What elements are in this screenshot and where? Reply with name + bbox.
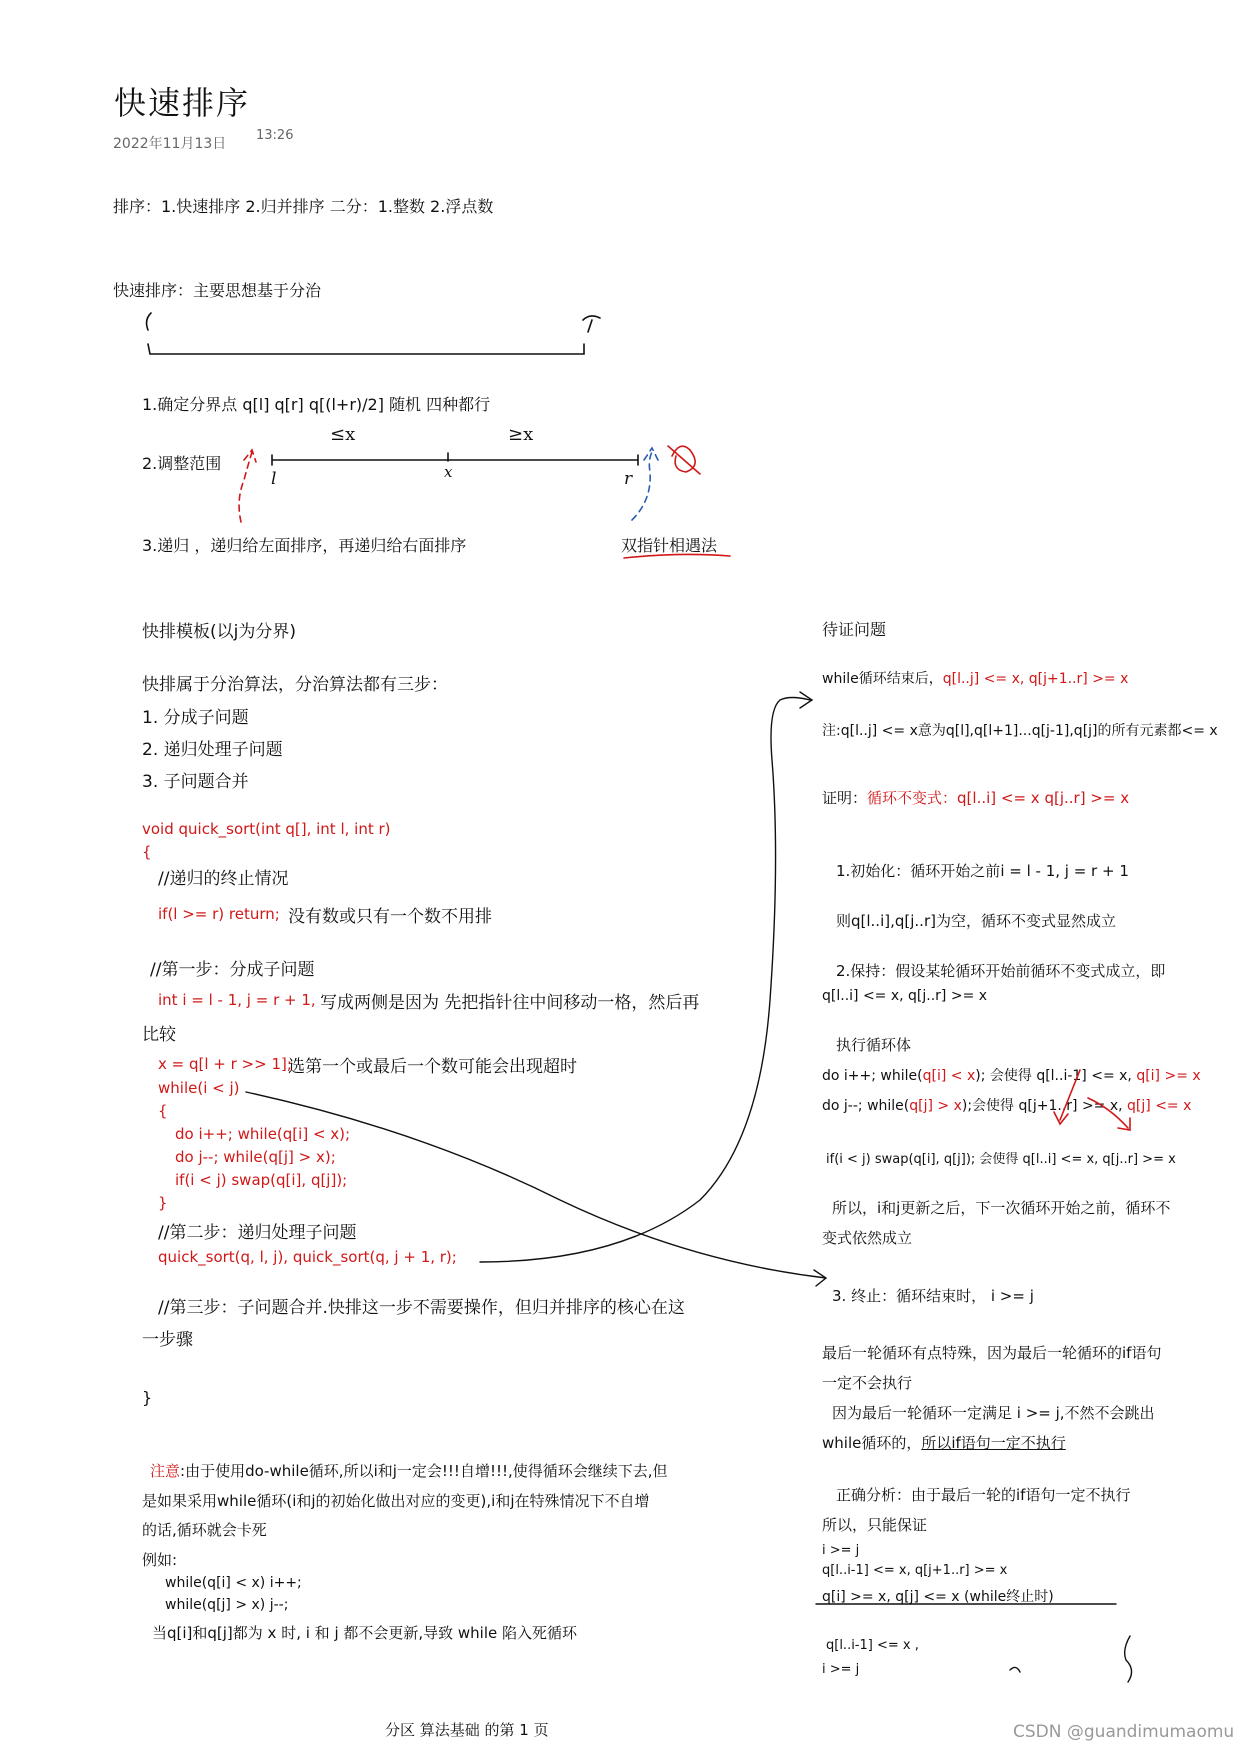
keep-line-2: q[l..i] <= x, q[j..r] >= x [822, 988, 988, 1004]
code-terminate-comment: //递归的终止情况 [158, 869, 289, 889]
array-bracket-right [583, 316, 600, 332]
note-line-2: 是如果采用while循环(i和j的初始化做出对应的变更),i和j在特殊情况下不自增 [142, 1492, 650, 1510]
watermark: CSDN @guandimumaomu [1013, 1722, 1235, 1742]
label-x: x [444, 463, 453, 481]
code-inner-close: } [158, 1194, 168, 1212]
correct-line-1: 正确分析：由于最后一轮的if语句一定不执行 [836, 1486, 1131, 1504]
so-line-1: 所以，i和j更新之后，下一次循环开始之前，循环不 [832, 1199, 1171, 1217]
page-footer: 分区 算法基础 的第 1 页 [385, 1721, 549, 1739]
blue-up-arrow [632, 448, 658, 520]
note-line-3: 的话,循环就会卡死 [142, 1521, 267, 1539]
code-brace-close: } [142, 1388, 153, 1407]
intro-line-2: 快速排序：主要思想基于分治 [113, 281, 322, 300]
exec1-d: q[i] >= x [1136, 1068, 1201, 1084]
last-4b: 所以if语句一定不执行 [921, 1434, 1066, 1452]
code-if-return: if(l >= r) return; [158, 905, 280, 923]
label-r: r [624, 469, 633, 489]
last-line-3: 因为最后一轮循环一定满足 i >= j,不然不会跳出 [832, 1404, 1155, 1422]
exec-red-arrow-2 [1088, 1098, 1130, 1130]
term-line: 3. 终止：循环结束时， i >= j [832, 1287, 1034, 1305]
code-do-j: do j--; while(q[j] > x); [175, 1148, 336, 1166]
two-pointer-underline [624, 554, 730, 558]
cond-b: q[l..i-1] <= x, q[j+1..r] >= x [822, 1563, 1008, 1578]
init-line-1: 1.初始化：循环开始之前i = l - 1, j = r + 1 [836, 862, 1129, 880]
red-up-arrow [239, 450, 256, 522]
label-l: l [271, 469, 277, 489]
correct-line-2: 所以，只能保证 [822, 1516, 928, 1534]
code-pivot-note: 选第一个或最后一个数可能会出现超时 [288, 1057, 577, 1077]
claim-prefix: while循环结束后， [822, 671, 943, 687]
proof-prefix: 证明： [822, 789, 868, 807]
proof-red-1: 循环不变式： [867, 789, 958, 807]
note-text: :由于使用do-while循环,所以i和j一定会!!!自增!!!,使得循环会继续下去,但 [180, 1462, 668, 1480]
bottom-dot-mark [1010, 1667, 1020, 1672]
exec-line-3: if(i < j) swap(q[i], q[j]); 会使得 q[l..i] <= x, q[j..r] >= x [826, 1152, 1176, 1167]
code-step3-comment: //第三步：子问题合并.快排这一步不需要操作，但归并排序的核心在这 [158, 1298, 685, 1318]
code-do-i: do i++; while(q[i] < x); [175, 1125, 351, 1143]
exec1-b: q[i] < x [922, 1068, 976, 1084]
code-brace-open: { [142, 843, 152, 861]
example-note: 当q[i]和q[j]都为 x 时, i 和 j 都不会更新,导致 while 陷入死循环 [152, 1624, 578, 1642]
label-le-x: ≤x [330, 424, 356, 445]
long-arrow-to-claim [480, 692, 812, 1262]
three-step-2: 2. 递归处理子问题 [142, 740, 283, 760]
example-line-2: while(q[j] > x) j--; [165, 1597, 289, 1613]
page-time: 13:26 [256, 128, 294, 143]
proof-red-2: q[l..i] <= x q[j..r] >= x [957, 789, 1130, 807]
cond-c: q[i] >= x, q[j] <= x (while终止时) [822, 1589, 1054, 1605]
code-if-note: 没有数或只有一个数不用排 [288, 907, 492, 927]
label-ge-x: ≥x [508, 424, 534, 445]
note-label: 注意 [150, 1462, 181, 1480]
final-b: i >= j [822, 1662, 860, 1677]
final-a: q[l..i-1] <= x , [826, 1638, 919, 1653]
three-step-3: 3. 子问题合并 [142, 772, 249, 792]
exec1-c: ); 会使得 q[l..i-1] <= x, [975, 1068, 1137, 1084]
code-init-note: 写成两侧是因为 先把指针往中间移动一格，然后再 [320, 993, 700, 1013]
code-pivot: x = q[l + r >> 1]; [158, 1055, 292, 1073]
code-init-note-2: 比较 [142, 1025, 176, 1045]
array-bracket-left [147, 313, 151, 330]
exec2-b: q[j] > x [909, 1098, 962, 1114]
example-line-1: while(q[i] < x) i++; [165, 1575, 302, 1591]
code-step3-comment-2: 一步骤 [142, 1330, 193, 1350]
bottom-right-brace [1125, 1636, 1132, 1682]
exec-red-arrow-1 [1054, 1070, 1080, 1124]
arrow-while-to-term [246, 1092, 826, 1286]
exec2-a: do j--; while( [822, 1098, 910, 1114]
code-while: while(i < j) [158, 1079, 240, 1097]
right-title: 待证问题 [822, 620, 887, 639]
exec1-a: do i++; while( [822, 1068, 923, 1084]
claim-note: 注:q[l..j] <= x意为q[l],q[l+1]...q[j-1],q[j]的所有元素都<= x [822, 723, 1218, 739]
last-line-1: 最后一轮循环有点特殊，因为最后一轮循环的if语句 [822, 1344, 1162, 1362]
init-line-2: 则q[l..i],q[j..r]为空，循环不变式显然成立 [836, 912, 1116, 930]
template-title: 快排模板(以j为分界) [142, 622, 296, 642]
exec2-c: );会使得 q[j+1..r] >= x, [961, 1098, 1128, 1114]
three-step-1: 1. 分成子问题 [142, 708, 249, 728]
exec-title: 执行循环体 [836, 1036, 912, 1054]
step-2: 2.调整范围 [142, 454, 222, 473]
code-step2-comment: //第二步：递归处理子问题 [158, 1223, 357, 1243]
last-line-2: 一定不会执行 [822, 1374, 913, 1392]
code-recurse: quick_sort(q, l, j), quick_sort(q, j + 1, r); [158, 1248, 457, 1266]
example-label: 例如: [142, 1551, 178, 1569]
red-cross-mark [668, 446, 700, 474]
last-4a: while循环的， [822, 1434, 922, 1452]
claim-red: q[l..j] <= x, q[j+1..r] >= x [942, 671, 1129, 687]
two-pointer-label: 双指针相遇法 [621, 536, 718, 555]
number-line [272, 453, 638, 465]
so-line-2: 变式依然成立 [822, 1229, 913, 1247]
keep-line-1: 2.保持：假设某轮循环开始前循环不变式成立，即 [836, 962, 1166, 980]
code-init: int i = l - 1, j = r + 1, [158, 991, 316, 1009]
cond-a: i >= j [822, 1543, 860, 1558]
code-step1-comment: //第一步：分成子问题 [150, 960, 315, 980]
page-title: 快速排序 [114, 84, 251, 122]
intro-line-1: 排序：1.快速排序 2.归并排序 二分：1.整数 2.浮点数 [113, 197, 494, 216]
exec2-d: q[j] <= x [1127, 1098, 1192, 1114]
code-swap: if(i < j) swap(q[i], q[j]); [175, 1171, 348, 1189]
page-date: 2022年11月13日 [113, 136, 227, 152]
step-1: 1.确定分界点 q[l] q[r] q[(l+r)/2] 随机 四种都行 [142, 395, 491, 414]
three-steps-title: 快排属于分治算法，分治算法都有三步： [142, 675, 448, 695]
array-bracket-bottom [148, 344, 584, 354]
code-inner-open: { [158, 1102, 168, 1120]
code-signature: void quick_sort(int q[], int l, int r) [142, 820, 391, 838]
step-3: 3.递归 ，递归给左面排序，再递归给右面排序 [142, 536, 467, 555]
